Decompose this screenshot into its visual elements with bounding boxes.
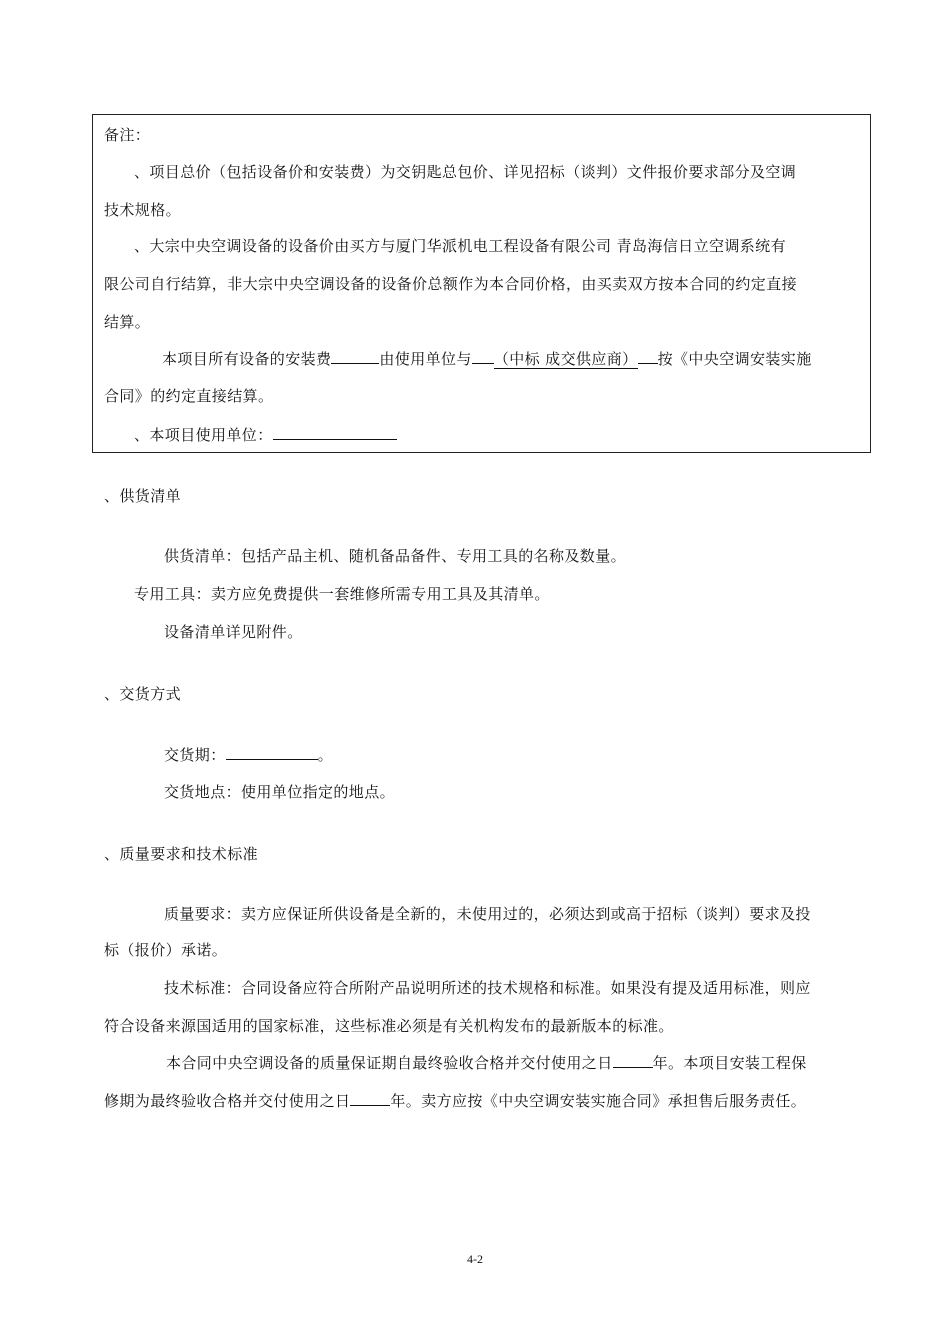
notes-item1-line2: 技术规格。 xyxy=(104,201,182,219)
notes-item1-line1: 、项目总价（包括设备价和安装费）为交钥匙总包价、详见招标（谈判）文件报价要求部分及空调 xyxy=(134,163,797,181)
user-unit-blank xyxy=(273,424,397,440)
quality-req-line1: 质量要求：卖方应保证所供设备是全新的，未使用过的，必须达到或高于招标（谈判）要求及投 xyxy=(164,905,811,923)
notes-item2-line3: 结算。 xyxy=(104,313,151,331)
quality-tech-line2: 符合设备来源国适用的国家标准，这些标准必须是有关机构发布的最新版本的标准。 xyxy=(104,1017,674,1035)
warranty-line2-part2: 年。卖方应按《中央空调安装实施合同》承担售后服务责任。 xyxy=(390,1092,807,1110)
warranty-line2-part1: 修期为最终验收合格并交付使用之日 xyxy=(104,1092,351,1110)
notes-item3-supplier: （中标 成交供应商） xyxy=(493,350,638,368)
quality-req-line2: 标（报价）承诺。 xyxy=(104,941,228,959)
supplier-blank-left xyxy=(472,348,494,364)
supply-p1: 供货清单：包括产品主机、随机备品备件、专用工具的名称及数量。 xyxy=(164,547,627,565)
supplier-blank-right xyxy=(638,348,658,364)
supply-p3: 设备清单详见附件。 xyxy=(164,623,303,641)
quality-heading: 、质量要求和技术标准 xyxy=(104,845,259,863)
supply-p2: 专用工具：卖方应免费提供一套维修所需专用工具及其清单。 xyxy=(134,585,550,603)
delivery-period-blank xyxy=(226,744,318,760)
page-number: 4-2 xyxy=(467,1252,483,1266)
notes-item3-part3: 按《中央空调安装实施 xyxy=(657,350,812,368)
delivery-period-label: 交货期： xyxy=(164,746,226,764)
quality-tech-line1: 技术标准：合同设备应符合所附产品说明所述的技术规格和标准。如果没有提及适用标准，则应 xyxy=(164,979,811,997)
install-fee-blank xyxy=(331,348,379,364)
notes-heading: 备注： xyxy=(104,126,151,144)
quality-warranty-line1 xyxy=(166,1052,807,1073)
warranty-years-blank xyxy=(613,1052,653,1068)
warranty-part2: 年。本项目安装工程保 xyxy=(652,1054,807,1072)
warranty-part1: 本合同中央空调设备的质量保证期自最终验收合格并交付使用之日 xyxy=(166,1054,613,1072)
delivery-heading: 、交货方式 xyxy=(104,685,182,703)
delivery-period-line xyxy=(164,744,333,765)
notes-item3-line2: 合同》的约定直接结算。 xyxy=(104,387,274,405)
notes-item3-part2: 由使用单位与 xyxy=(379,350,472,368)
notes-item2-line2: 限公司自行结算，非大宗中央空调设备的设备价总额作为本合同价格，由买卖双方按本合同的约定直接 xyxy=(104,275,798,293)
delivery-place: 交货地点：使用单位指定的地点。 xyxy=(164,783,396,801)
notes-item3-part1: 本项目所有设备的安装费 xyxy=(162,350,332,368)
install-warranty-blank xyxy=(350,1090,390,1106)
supply-heading: 、供货清单 xyxy=(104,487,182,505)
quality-warranty-line2 xyxy=(104,1090,806,1111)
delivery-period-end: 。 xyxy=(317,746,334,764)
notes-item4: 、本项目使用单位： xyxy=(134,426,273,444)
notes-item4-line xyxy=(134,424,397,445)
notes-item2-line1: 、大宗中央空调设备的设备价由买方与厦门华派机电工程设备有限公司 青岛海信日立空调系统有 xyxy=(134,237,786,255)
notes-item3-line1 xyxy=(162,348,812,369)
